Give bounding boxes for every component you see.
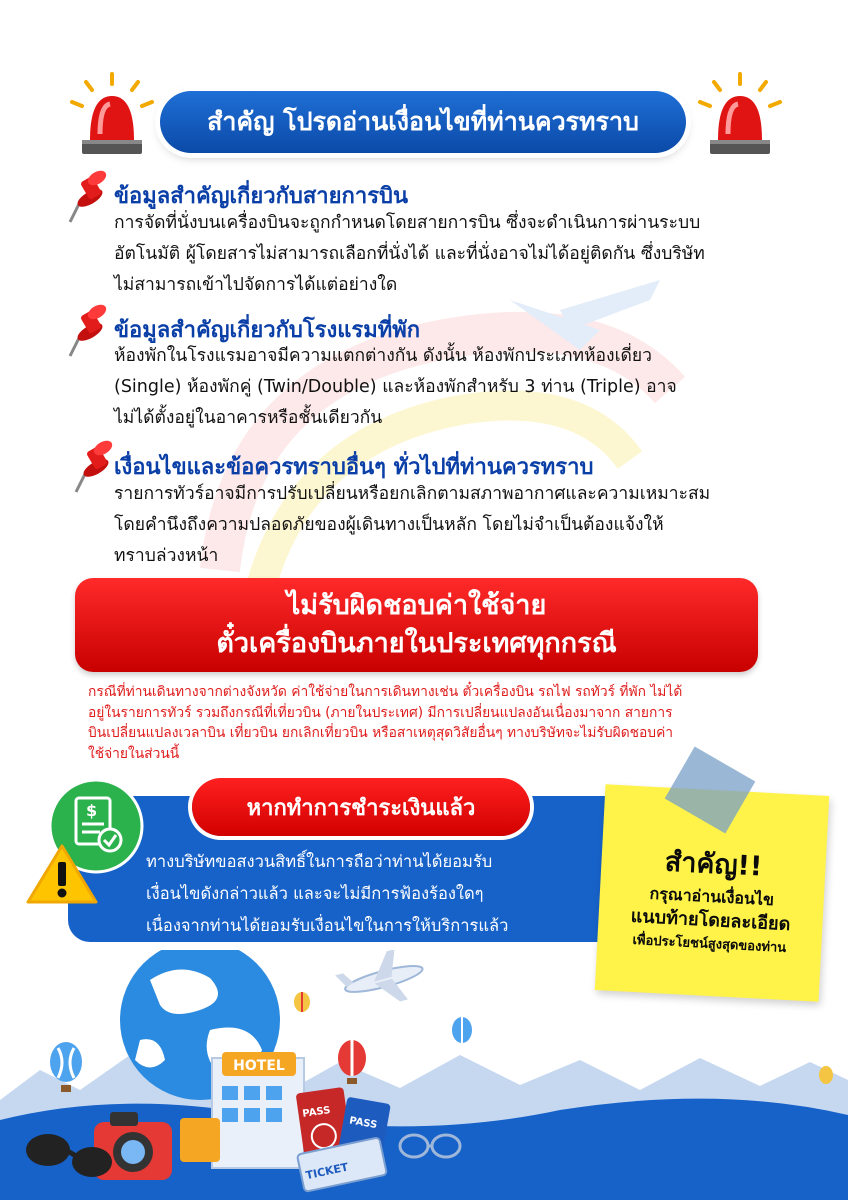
body-line: ไม่สามารถเข้าไปจัดการได้แต่อย่างใด (114, 275, 398, 295)
siren-right-icon (690, 70, 790, 160)
disclaimer-line: กรณีที่ท่านเดินทางจากต่างจังหวัด ค่าใช้จ่ายในการเดินทางเช่น ตั๋วเครื่องบิน รถไฟ รถทัวร์ ที่พัก ไม่ได้ (88, 684, 683, 700)
note-line-2: แนบท้ายโดยละเอียด (630, 905, 791, 936)
section-airline-body (114, 208, 774, 301)
passport-label: PASS (348, 1115, 378, 1132)
disclaimer-text (88, 682, 768, 764)
pushpin-icon (66, 302, 110, 358)
ticket-label: TICKET (304, 1160, 350, 1183)
body-line: ห้องพักในโรงแรมอาจมีความแตกต่างกัน ดังนั้น ห้องพักประเภทห้องเดี่ยว (114, 346, 653, 366)
body-line: รายการทัวร์อาจมีการปรับเปลี่ยนหรือยกเลิกตามสภาพอากาศและความเหมาะสม (114, 484, 711, 504)
section-airline-title: ข้อมูลสำคัญเกี่ยวกับสายการบิน (114, 184, 409, 209)
travel-illustration (0, 950, 848, 1200)
pushpin-icon (66, 168, 110, 224)
note-title: สำคัญ!! (664, 846, 763, 883)
hotel-sign: HOTEL (233, 1058, 285, 1074)
body-line: ทราบล่วงหน้า (114, 546, 219, 566)
note-line-3: เพื่อประโยชน์สูงสุดของท่าน (632, 932, 787, 956)
svg-text:$: $ (86, 801, 98, 820)
disclaimer-line: อยู่ในรายการทัวร์ รวมถึงกรณีที่เที่ยวบิน (ภายในประเทศ) มีการเปลี่ยนแปลงอันเนื่องมาจาก สายการ (88, 704, 673, 721)
section-hotel-body (114, 341, 774, 434)
body-line: (Single) ห้องพักคู่ (Twin/Double) และห้องพักสำหรับ 3 ท่าน (Triple) อาจ (114, 377, 677, 397)
warning-icon (26, 842, 98, 906)
passport-label: PASS (301, 1105, 332, 1120)
section-general-title: เงื่อนไขและข้อควรทราบอื่นๆ ทั่วไปที่ท่านควรทราบ (114, 455, 594, 480)
payment-line: เนื่องจากท่านได้ยอมรับเงื่อนไขในการให้บริการแล้ว (146, 916, 509, 935)
body-line: การจัดที่นั่งบนเครื่องบินจะถูกกำหนดโดยสายการบิน ซึ่งจะดำเนินการผ่านระบบ (114, 213, 701, 233)
disclaimer-line: บินเปลี่ยนแปลงเวลาบิน เที่ยวบิน ยกเลิกเที่ยวบิน หรือสาเหตุสุดวิสัยอื่นๆ ทางบริษัทจะไม่รับผิดชอบค่า (88, 725, 674, 741)
disclaimer-line: ใช้จ่ายในส่วนนี้ (88, 745, 180, 762)
page-title: สำคัญ โปรดอ่านเงื่อนไขที่ท่านควรทราบ (160, 91, 686, 153)
body-line: อัตโนมัติ ผู้โดยสารไม่สามารถเลือกที่นั่งได้ และที่นั่งอาจไม่ได้อยู่ติดกัน ซึ่งบริษัท (114, 244, 705, 264)
payment-line: เงื่อนไขดังกล่าวแล้ว และจะไม่มีการฟ้องร้องใดๆ (146, 884, 484, 903)
payment-terms-text (146, 846, 606, 942)
note-line-1: กรุณาอ่านเงื่อนไข (649, 883, 775, 910)
banner-line-1: ไม่รับผิดชอบค่าใช้จ่าย (286, 590, 547, 621)
payment-line: ทางบริษัทขอสงวนสิทธิ์ในการถือว่าท่านได้ยอมรับ (146, 852, 493, 871)
siren-left-icon (62, 70, 162, 160)
section-hotel-title: ข้อมูลสำคัญเกี่ยวกับโรงแรมที่พัก (114, 318, 421, 343)
body-line: โดยคำนึงถึงความปลอดภัยของผู้เดินทางเป็นหลัก โดยไม่จำเป็นต้องแจ้งให้ (114, 515, 664, 535)
no-liability-banner (75, 578, 758, 672)
body-line: ไม่ได้ตั้งอยู่ในอาคารหรือชั้นเดียวกัน (114, 408, 383, 428)
section-general-body (114, 479, 774, 572)
banner-line-2: ตั๋วเครื่องบินภายในประเทศทุกกรณี (216, 628, 617, 659)
payment-title: หากทำการชำระเงินแล้ว (192, 778, 530, 836)
pushpin-icon (72, 438, 116, 494)
